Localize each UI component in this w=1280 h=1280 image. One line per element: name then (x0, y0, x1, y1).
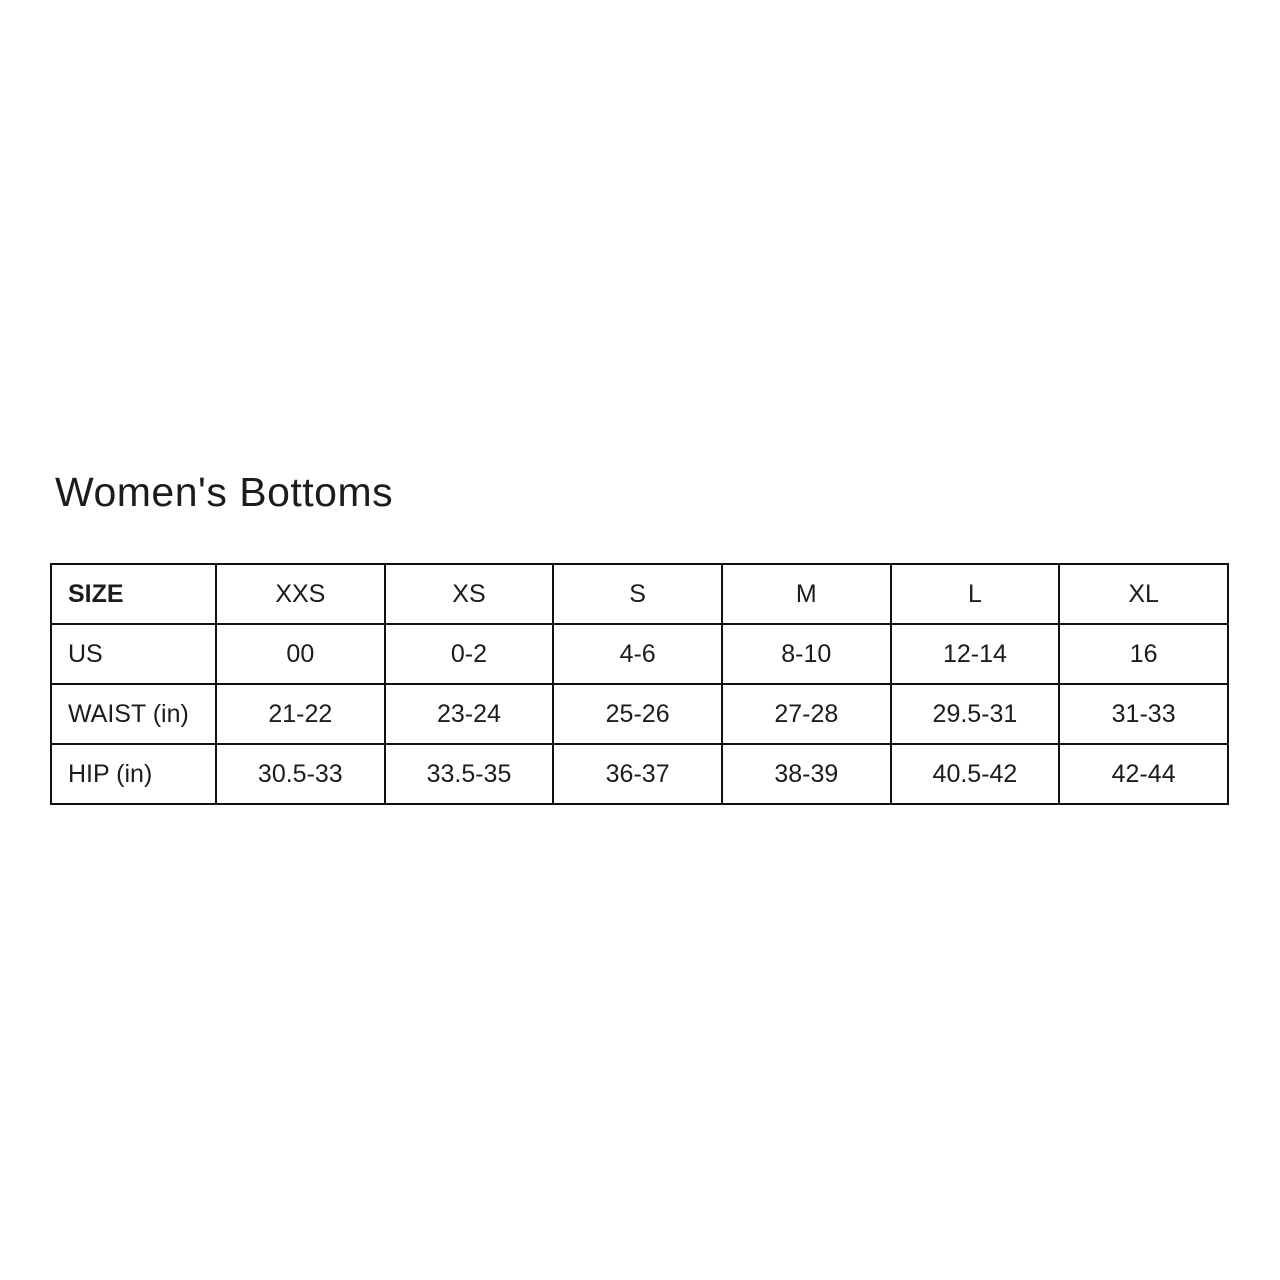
table-row-us (51, 624, 1228, 684)
row-label-us: US (51, 624, 216, 684)
cell-hip-xs: 33.5-35 (385, 744, 554, 804)
cell-waist-m: 27-28 (722, 684, 891, 744)
cell-waist-l: 29.5-31 (891, 684, 1060, 744)
cell-waist-xs: 23-24 (385, 684, 554, 744)
header-cell-xl: XL (1059, 564, 1228, 624)
cell-us-m: 8-10 (722, 624, 891, 684)
page-title: Women's Bottoms (55, 469, 394, 515)
cell-hip-m: 38-39 (722, 744, 891, 804)
table-row-hip (51, 744, 1228, 804)
header-cell-xs: XS (385, 564, 554, 624)
cell-us-xxs: 00 (216, 624, 385, 684)
header-cell-xxs: XXS (216, 564, 385, 624)
cell-hip-s: 36-37 (553, 744, 722, 804)
cell-hip-xxs: 30.5-33 (216, 744, 385, 804)
cell-us-xl: 16 (1059, 624, 1228, 684)
header-cell-m: M (722, 564, 891, 624)
cell-hip-xl: 42-44 (1059, 744, 1228, 804)
table-header-row (51, 564, 1228, 624)
header-cell-s: S (553, 564, 722, 624)
cell-hip-l: 40.5-42 (891, 744, 1060, 804)
table-row-waist (51, 684, 1228, 744)
cell-us-l: 12-14 (891, 624, 1060, 684)
cell-us-xs: 0-2 (385, 624, 554, 684)
row-label-waist: WAIST (in) (51, 684, 216, 744)
row-label-hip: HIP (in) (51, 744, 216, 804)
cell-us-s: 4-6 (553, 624, 722, 684)
header-cell-l: L (891, 564, 1060, 624)
cell-waist-xxs: 21-22 (216, 684, 385, 744)
cell-waist-xl: 31-33 (1059, 684, 1228, 744)
size-chart-table (50, 563, 1229, 805)
cell-waist-s: 25-26 (553, 684, 722, 744)
header-cell-size: SIZE (51, 564, 216, 624)
